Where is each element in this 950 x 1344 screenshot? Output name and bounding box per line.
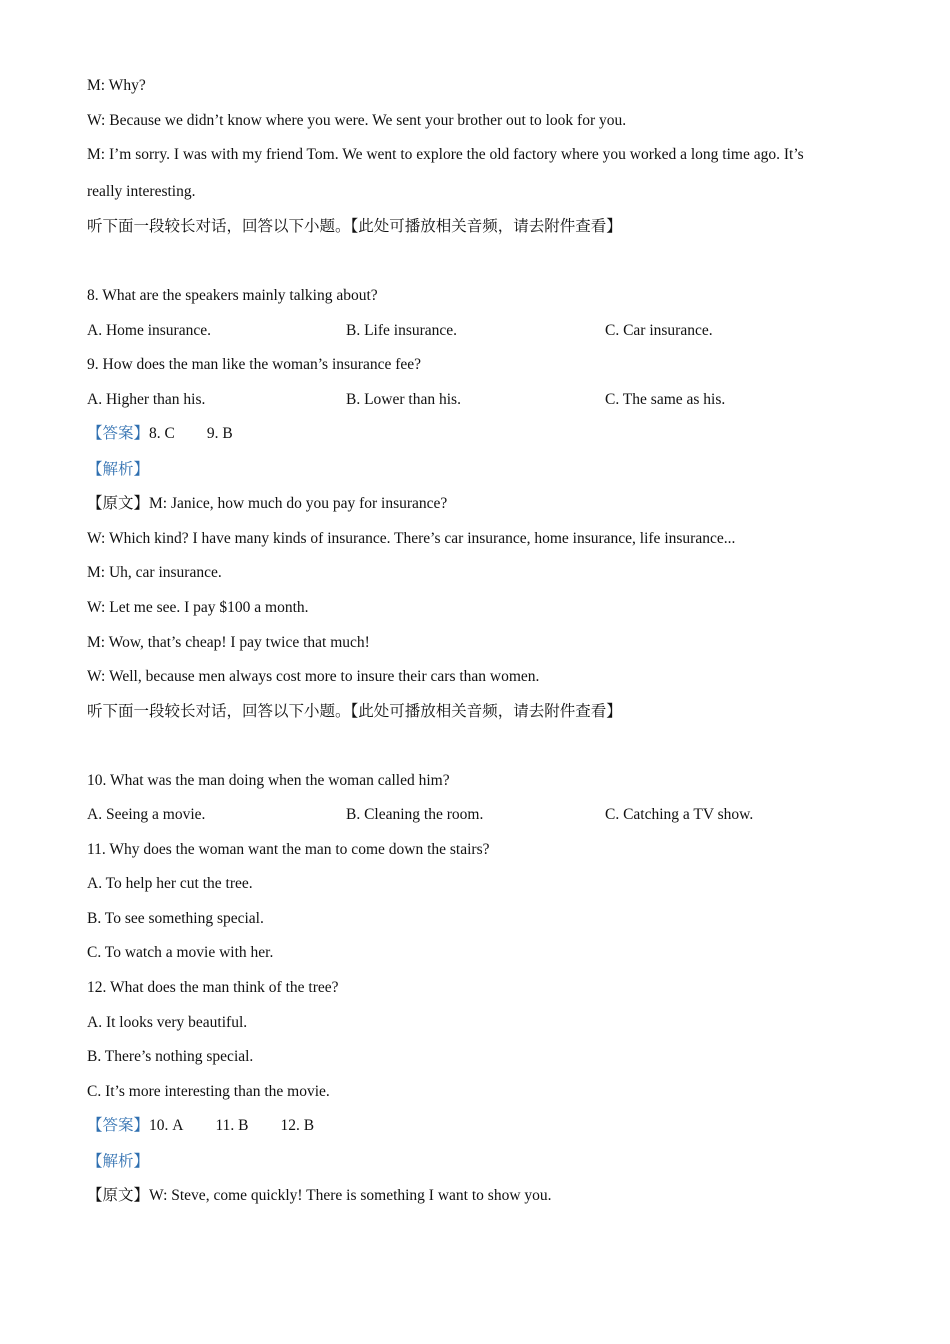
analysis-label: 【解析】 bbox=[87, 461, 150, 478]
transcript-line: M: Janice, how much do you pay for insurance? bbox=[149, 495, 448, 512]
q11-option-c: C. To watch a movie with her. bbox=[87, 944, 274, 961]
transcript-line: M: Wow, that’s cheap! I pay twice that much! bbox=[87, 634, 370, 651]
q8-option-a: A. Home insurance. bbox=[87, 322, 211, 339]
q12-option-a: A. It looks very beautiful. bbox=[87, 1014, 248, 1031]
transcript-line: W: Because we didn’t know where you were. We sent your brother out to look for you. bbox=[87, 112, 627, 129]
answer-value: 11. B bbox=[215, 1117, 249, 1134]
listen-instruction: 听下面一段较长对话，回答以下小题。【此处可播放相关音频，请去附件查看】 bbox=[87, 703, 622, 720]
transcript-line: M: Uh, car insurance. bbox=[87, 564, 222, 581]
q11-option-a: A. To help her cut the tree. bbox=[87, 875, 253, 892]
question-9: 9. How does the man like the woman’s insurance fee? bbox=[87, 356, 422, 373]
question-10: 10. What was the man doing when the woman called him? bbox=[87, 772, 450, 789]
answer-value: 12. B bbox=[280, 1117, 315, 1134]
q11-option-b: B. To see something special. bbox=[87, 910, 264, 927]
transcript-line: W: Well, because men always cost more to insure their cars than women. bbox=[87, 668, 540, 685]
transcript-line: W: Steve, come quickly! There is something I want to show you. bbox=[149, 1187, 552, 1204]
q10-option-a: A. Seeing a movie. bbox=[87, 806, 206, 823]
answer-line bbox=[87, 424, 233, 444]
q9-option-c: C. The same as his. bbox=[605, 391, 726, 408]
answer-value: 10. A bbox=[149, 1117, 184, 1134]
original-text-line bbox=[87, 1186, 552, 1206]
listen-instruction: 听下面一段较长对话，回答以下小题。【此处可播放相关音频，请去附件查看】 bbox=[87, 218, 622, 235]
q10-option-c: C. Catching a TV show. bbox=[605, 806, 754, 823]
question-12: 12. What does the man think of the tree? bbox=[87, 979, 339, 996]
transcript-line: really interesting. bbox=[87, 183, 196, 200]
analysis-label: 【解析】 bbox=[87, 1153, 150, 1170]
answer-label: 【答案】 bbox=[87, 425, 150, 442]
q8-option-c: C. Car insurance. bbox=[605, 322, 713, 339]
question-8: 8. What are the speakers mainly talking about? bbox=[87, 287, 378, 304]
original-text-line bbox=[87, 494, 447, 514]
q9-option-b: B. Lower than his. bbox=[346, 391, 461, 408]
answer-value: 8. C bbox=[149, 425, 175, 442]
answer-label: 【答案】 bbox=[87, 1117, 150, 1134]
q8-option-b: B. Life insurance. bbox=[346, 322, 458, 339]
answer-value: 9. B bbox=[206, 425, 233, 442]
original-label: 【原文】 bbox=[87, 1187, 150, 1204]
answer-line bbox=[87, 1116, 314, 1136]
transcript-line: W: Which kind? I have many kinds of insurance. There’s car insurance, home insurance, life insurance... bbox=[87, 530, 736, 547]
original-label: 【原文】 bbox=[87, 495, 150, 512]
q12-option-c: C. It’s more interesting than the movie. bbox=[87, 1083, 330, 1100]
q9-option-a: A. Higher than his. bbox=[87, 391, 206, 408]
transcript-line: M: Why? bbox=[87, 77, 146, 94]
q12-option-b: B. There’s nothing special. bbox=[87, 1048, 254, 1065]
transcript-line: M: I’m sorry. I was with my friend Tom. We went to explore the old factory where you worked a long time ago. It’s bbox=[87, 146, 804, 163]
q10-option-b: B. Cleaning the room. bbox=[346, 806, 484, 823]
transcript-line: W: Let me see. I pay $100 a month. bbox=[87, 599, 309, 616]
question-11: 11. Why does the woman want the man to come down the stairs? bbox=[87, 841, 490, 858]
